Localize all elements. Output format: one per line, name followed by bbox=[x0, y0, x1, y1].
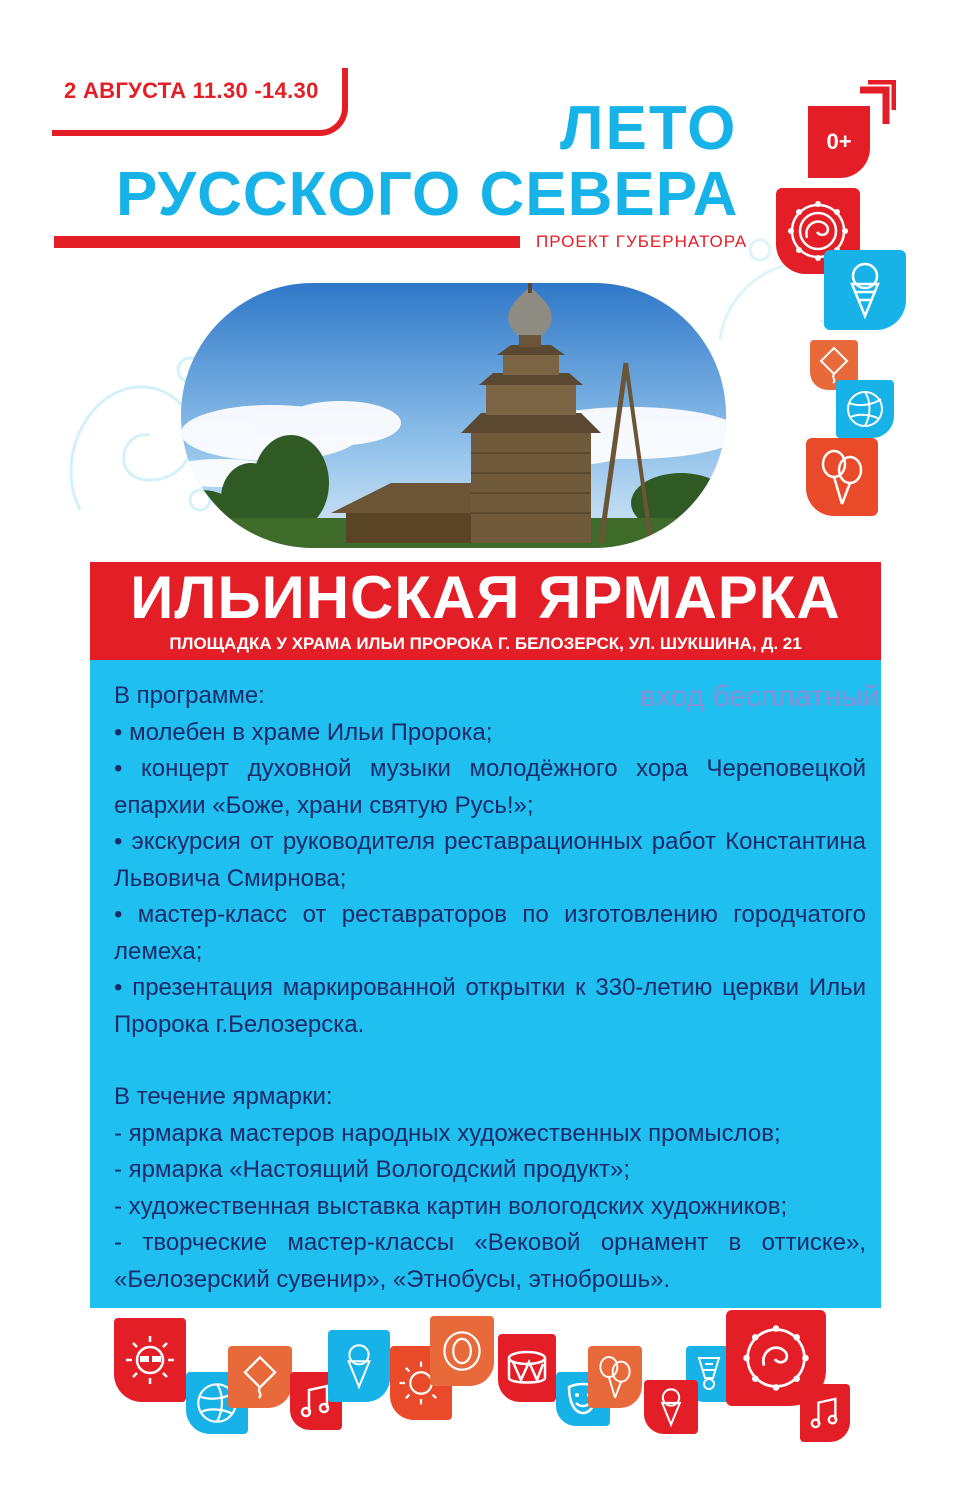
program-item: • презентация маркированной открытки к 330-летию церкви Ильи Пророка г.Белозерска. bbox=[114, 974, 866, 1038]
plate-icon bbox=[430, 1316, 494, 1386]
title-underline bbox=[54, 236, 520, 248]
program-text bbox=[114, 678, 866, 1298]
church-photo bbox=[181, 283, 726, 548]
fair-heading: В течение ярмарки: bbox=[114, 1083, 333, 1110]
program-item: • концерт духовной музыки молодёжного хора Череповецкой епархии «Боже, храни святую Русь!»; bbox=[114, 755, 866, 819]
title-line-2: РУССКОГО СЕВЕРА bbox=[116, 160, 739, 229]
age-rating-badge: 0+ bbox=[808, 106, 870, 178]
fair-item: - ярмарка «Настоящий Вологодский продукт»; bbox=[114, 1156, 630, 1183]
event-date-time: 2 АВГУСТА 11.30 -14.30 bbox=[64, 78, 319, 103]
program-item: • мастер-класс от реставраторов по изготовлению городчатого лемеха; bbox=[114, 901, 866, 965]
title-line-1: ЛЕТО bbox=[560, 94, 738, 163]
program-item: • молебен в храме Ильи Пророка; bbox=[114, 718, 493, 746]
fair-item: - художественная выставка картин вологодских художников; bbox=[114, 1192, 788, 1220]
free-entry-note: вход бесплатный bbox=[640, 680, 880, 713]
volleyball-icon bbox=[836, 380, 894, 438]
music-note-icon bbox=[800, 1384, 850, 1442]
fair-item: - творческие мастер-классы «Вековой орнамент в оттиске», «Белозерский сувенир», «Этнобусы, этноброшь». bbox=[114, 1229, 866, 1293]
ice-cream-icon bbox=[644, 1380, 698, 1434]
event-title: ИЛЬИНСКАЯ ЯРМАРКА bbox=[130, 564, 841, 631]
event-venue: ПЛОЩАДКА У ХРАМА ИЛЬИ ПРОРОКА Г. БЕЛОЗЕРСК, УЛ. ШУКШИНА, Д. 21 bbox=[169, 634, 802, 653]
sun-sunglasses-icon bbox=[114, 1318, 186, 1402]
ice-cream-icon bbox=[328, 1330, 390, 1402]
drum-icon bbox=[498, 1334, 556, 1402]
ice-cream-icon bbox=[824, 250, 906, 330]
balloons-icon bbox=[806, 438, 878, 516]
kite-icon bbox=[228, 1346, 292, 1408]
program-heading: В программе: bbox=[114, 682, 265, 709]
fair-item: - ярмарка мастеров народных художественных промыслов; bbox=[114, 1119, 781, 1147]
program-item: • экскурсия от руководителя реставрационных работ Константина Львовича Смирнова; bbox=[114, 828, 866, 892]
balloons-icon bbox=[588, 1346, 642, 1408]
project-subtitle: ПРОЕКТ ГУБЕРНАТОРА bbox=[536, 232, 748, 251]
